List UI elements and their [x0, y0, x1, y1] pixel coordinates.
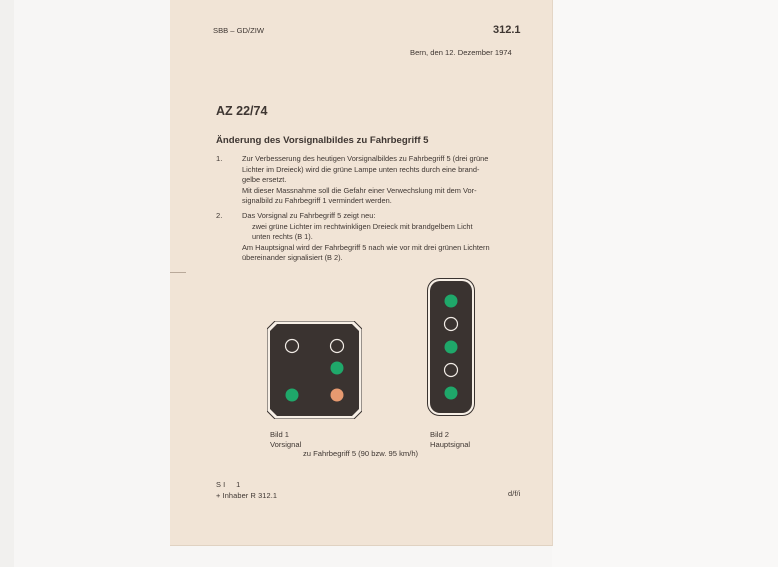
reference-title: AZ 22/74	[216, 104, 268, 118]
footer-marker: S I 1	[216, 480, 241, 489]
paragraph-line: Das Vorsignal zu Fahrbegriff 5 zeigt neu:	[242, 211, 376, 220]
figure-1-caption	[270, 430, 301, 450]
figure-2-caption	[430, 430, 470, 450]
scan-margin-mark	[170, 272, 186, 273]
figure-sublabel: Vorsignal	[270, 440, 302, 449]
item-paragraph	[242, 211, 490, 264]
paragraph-line: zwei grüne Lichter im rechtwinkligen Dreieck mit brandgelbem Licht	[252, 221, 473, 231]
scan-background-right	[552, 0, 778, 567]
paragraph-line: signalbild zu Fahrbegriff 1 vermindert werden.	[242, 196, 392, 206]
distant-signal-figure	[267, 321, 362, 419]
item-number: 2.	[216, 211, 223, 220]
item-number: 1.	[216, 154, 223, 163]
paragraph-line: Mit dieser Massnahme soll die Gefahr einer Verwechslung mit dem Vor-	[242, 185, 477, 195]
paragraph-line: übereinander signalisiert (B 2).	[242, 253, 343, 263]
paragraph-line: Am Hauptsignal wird der Fahrbegriff 5 nach wie vor mit drei grünen Lichtern	[242, 242, 490, 252]
paragraph-line: unten rechts (B 1).	[252, 232, 313, 242]
main-signal-figure	[427, 278, 475, 416]
signal-lamp	[331, 389, 344, 402]
footer-languages: d/f/i	[508, 489, 521, 498]
footer-distribution: + Inhaber R 312.1	[216, 491, 278, 500]
signal-lamp	[445, 341, 458, 354]
document-heading: Änderung des Vorsignalbildes zu Fahrbegriff 5	[216, 135, 429, 146]
signal-lamp	[445, 295, 458, 308]
figure-label: Bild 1	[270, 430, 289, 439]
figure-label: Bild 2	[430, 430, 449, 439]
dateline: Bern, den 12. Dezember 1974	[410, 48, 512, 57]
signal-lamp	[286, 389, 299, 402]
paragraph-line: gelbe ersetzt.	[242, 175, 287, 185]
signal-board	[270, 324, 359, 416]
signal-lamp	[445, 387, 458, 400]
figure-sublabel: Hauptsignal	[430, 440, 471, 449]
signal-lamp	[331, 362, 344, 375]
document-page	[170, 0, 553, 546]
paragraph-line: Lichter im Dreieck) wird die grüne Lampe unten rechts durch eine brand-	[242, 164, 480, 174]
item-paragraph	[242, 154, 488, 207]
scan-background-left	[0, 0, 14, 567]
figures-common-caption: zu Fahrbegriff 5 (90 bzw. 95 km/h)	[303, 449, 419, 458]
document-number: 312.1	[493, 24, 521, 36]
paragraph-line: Zur Verbesserung des heutigen Vorsignalbildes zu Fahrbegriff 5 (drei grüne	[242, 154, 489, 163]
issuer-label: SBB – GD/ZIW	[213, 26, 265, 35]
